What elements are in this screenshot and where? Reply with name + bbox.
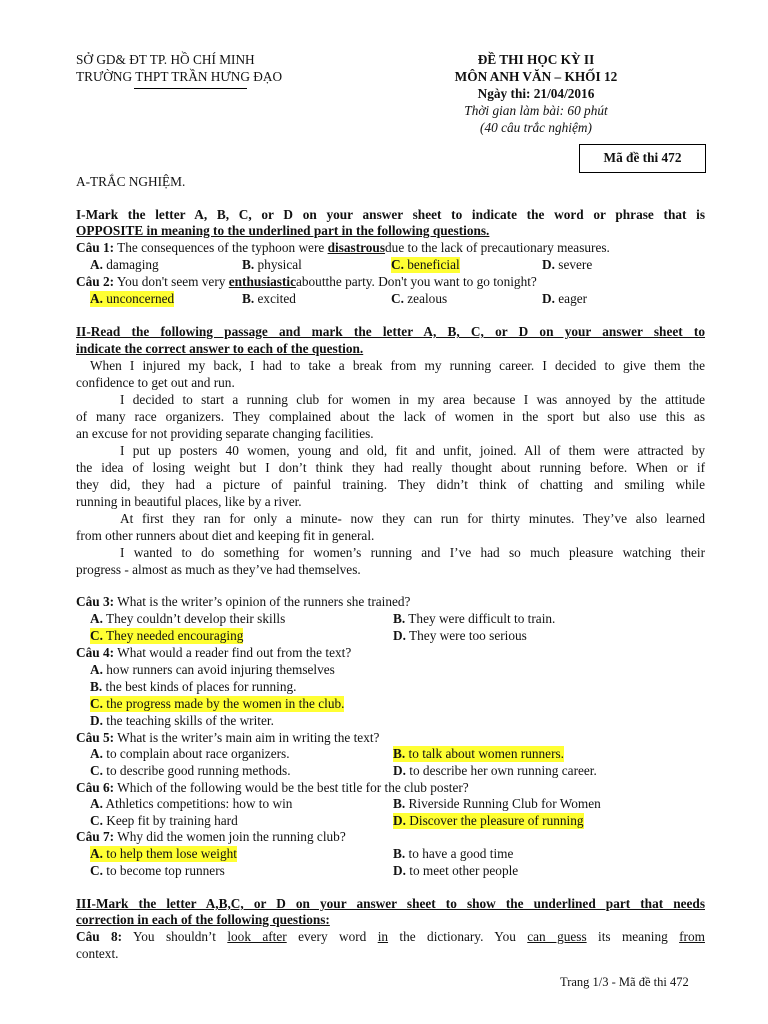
question-7: Câu 7: Why did the women join the running club? bbox=[76, 829, 346, 844]
question-label: Câu 2: bbox=[76, 274, 115, 289]
header-divider bbox=[134, 88, 247, 89]
exam-title: ĐỀ THI HỌC KỲ II bbox=[477, 52, 595, 67]
part1-instruction-line1: I-Mark the letter A, B, C, or D on your answer sheet to indicate the word or phrase that is bbox=[76, 207, 705, 222]
part1-instruction-line2: OPPOSITE in meaning to the underlined part in the following questions. bbox=[76, 223, 490, 238]
passage-line: I wanted to do something for women’s running and I’ve had so much pleasure watching their bbox=[120, 545, 705, 560]
exam-code: Mã đề thi 472 bbox=[603, 150, 682, 165]
q6-option-d[interactable]: D. Discover the pleasure of running bbox=[393, 813, 584, 828]
passage-line: from other runners about diet and keeping fit in general. bbox=[76, 528, 375, 543]
question-8: Câu 8: You shouldn’t look after every word in the dictionary. You can guess its meaning from bbox=[76, 929, 705, 944]
q7-option-a[interactable]: A. to help them lose weight bbox=[90, 846, 237, 861]
question-text: You don't seem very bbox=[116, 274, 229, 289]
q1-option-c[interactable]: C. beneficial bbox=[391, 257, 460, 272]
question-5: Câu 5: What is the writer’s main aim in writing the text? bbox=[76, 730, 380, 745]
q5-option-a[interactable]: A. to complain about race organizers. bbox=[90, 746, 290, 761]
q1-option-d[interactable]: D. severe bbox=[542, 257, 593, 272]
q5-option-d[interactable]: D. to describe her own running career. bbox=[393, 763, 597, 778]
underlined-part-b[interactable]: in bbox=[377, 929, 389, 944]
q2-option-c[interactable]: C. zealous bbox=[391, 291, 448, 306]
passage-line: I decided to start a running club for women in my area because I was annoyed by the attitude bbox=[120, 392, 705, 407]
part2-instruction-line2: indicate the correct answer to each of the question. bbox=[76, 341, 364, 356]
q3-option-b[interactable]: B. They were difficult to train. bbox=[393, 611, 556, 626]
q6-option-b[interactable]: B. Riverside Running Club for Women bbox=[393, 796, 601, 811]
question-2 bbox=[76, 274, 537, 290]
question-4: Câu 4: What would a reader find out from the text? bbox=[76, 645, 352, 660]
department-name: SỞ GD& ĐT TP. HỒ CHÍ MINH bbox=[76, 52, 255, 67]
q1-option-a[interactable]: A. damaging bbox=[90, 257, 159, 272]
q4-option-c[interactable]: C. the progress made by the women in the club. bbox=[90, 696, 345, 711]
part3-instruction-line1: III-Mark the letter A,B,C, or D on your answer sheet to show the underlined part that needs bbox=[76, 896, 705, 911]
q1-option-b[interactable]: B. physical bbox=[242, 257, 302, 272]
passage-line: an excuse for not providing separate changing facilities. bbox=[76, 426, 374, 441]
underlined-part-d[interactable]: from bbox=[679, 929, 705, 944]
question-6: Câu 6: Which of the following would be the best title for the club poster? bbox=[76, 780, 469, 795]
passage-line: they did, they had a picture of painful training. They didn’t think of chatting and smiling while bbox=[76, 477, 705, 492]
question-3: Câu 3: What is the writer’s opinion of the runners she trained? bbox=[76, 594, 411, 609]
part3-instruction-line2: correction in each of the following questions: bbox=[76, 912, 330, 927]
underlined-word: enthusiastic bbox=[228, 274, 296, 289]
q2-option-b[interactable]: B. excited bbox=[242, 291, 296, 306]
passage-line: confidence to get out and run. bbox=[76, 375, 235, 390]
passage-line: I put up posters 40 women, young and old, fit and unfit, joined. All of them were attracted by bbox=[120, 443, 705, 458]
exam-date: Ngày thi: 21/04/2016 bbox=[477, 86, 595, 101]
exam-subject: MÔN ANH VĂN – KHỐI 12 bbox=[454, 69, 618, 84]
q3-option-d[interactable]: D. They were too serious bbox=[393, 628, 527, 643]
underlined-part-c[interactable]: can guess bbox=[527, 929, 587, 944]
section-a-title: A-TRẮC NGHIỆM. bbox=[76, 174, 186, 189]
q4-option-a[interactable]: A. how runners can avoid injuring themselves bbox=[90, 662, 335, 677]
question-text: The consequences of the typhoon were bbox=[117, 240, 328, 255]
q3-option-a[interactable]: A. They couldn’t develop their skills bbox=[90, 611, 286, 626]
passage-line: When I injured my back, I had to take a break from my running career. I decided to give them the bbox=[90, 358, 705, 373]
q7-option-c[interactable]: C. to become top runners bbox=[90, 863, 225, 878]
question-1 bbox=[76, 240, 610, 256]
passage-line: of many race organizers. They complained about the lack of women in the sport but also use this as bbox=[76, 409, 705, 424]
q5-option-b[interactable]: B. to talk about women runners. bbox=[393, 746, 564, 761]
underlined-part-a[interactable]: look after bbox=[227, 929, 287, 944]
question-count: (40 câu trắc nghiệm) bbox=[480, 120, 592, 135]
q4-option-b[interactable]: B. the best kinds of places for running. bbox=[90, 679, 297, 694]
question-label: Câu 1: bbox=[76, 240, 115, 255]
q7-option-b[interactable]: B. to have a good time bbox=[393, 846, 514, 861]
q3-option-c[interactable]: C. They needed encouraging bbox=[90, 628, 244, 643]
school-name: TRƯỜNG THPT TRẦN HƯNG ĐẠO bbox=[76, 69, 283, 84]
part2-instruction-line1: II-Read the following passage and mark the letter A, B, C, or D on your answer sheet to bbox=[76, 324, 705, 339]
passage-line: running in beautiful places, like by a river. bbox=[76, 494, 302, 509]
q6-option-a[interactable]: A. Athletics competitions: how to win bbox=[90, 796, 293, 811]
passage-line: At first they ran for only a minute- now they can run for thirty minutes. They’ve also learned bbox=[120, 511, 705, 526]
q4-option-d[interactable]: D. the teaching skills of the writer. bbox=[90, 713, 274, 728]
q7-option-d[interactable]: D. to meet other people bbox=[393, 863, 519, 878]
q6-option-c[interactable]: C. Keep fit by training hard bbox=[90, 813, 238, 828]
q5-option-c[interactable]: C. to describe good running methods. bbox=[90, 763, 291, 778]
question-8-continued: context. bbox=[76, 946, 119, 961]
page-footer: Trang 1/3 - Mã đề thi 472 bbox=[560, 975, 689, 989]
passage-line: progress - almost as much as they’ve had themselves. bbox=[76, 562, 361, 577]
exam-duration: Thời gian làm bài: 60 phút bbox=[464, 103, 608, 118]
q2-option-d[interactable]: D. eager bbox=[542, 291, 588, 306]
q2-option-a[interactable]: A. unconcerned bbox=[90, 291, 175, 306]
question-text: aboutthe party. Don't you want to go tonight? bbox=[295, 274, 537, 289]
question-text: due to the lack of precautionary measures. bbox=[385, 240, 610, 255]
passage-line: the idea of losing weight but I don’t think they had really thought about running before. When or if bbox=[76, 460, 705, 475]
underlined-word: disastrous bbox=[327, 240, 386, 255]
